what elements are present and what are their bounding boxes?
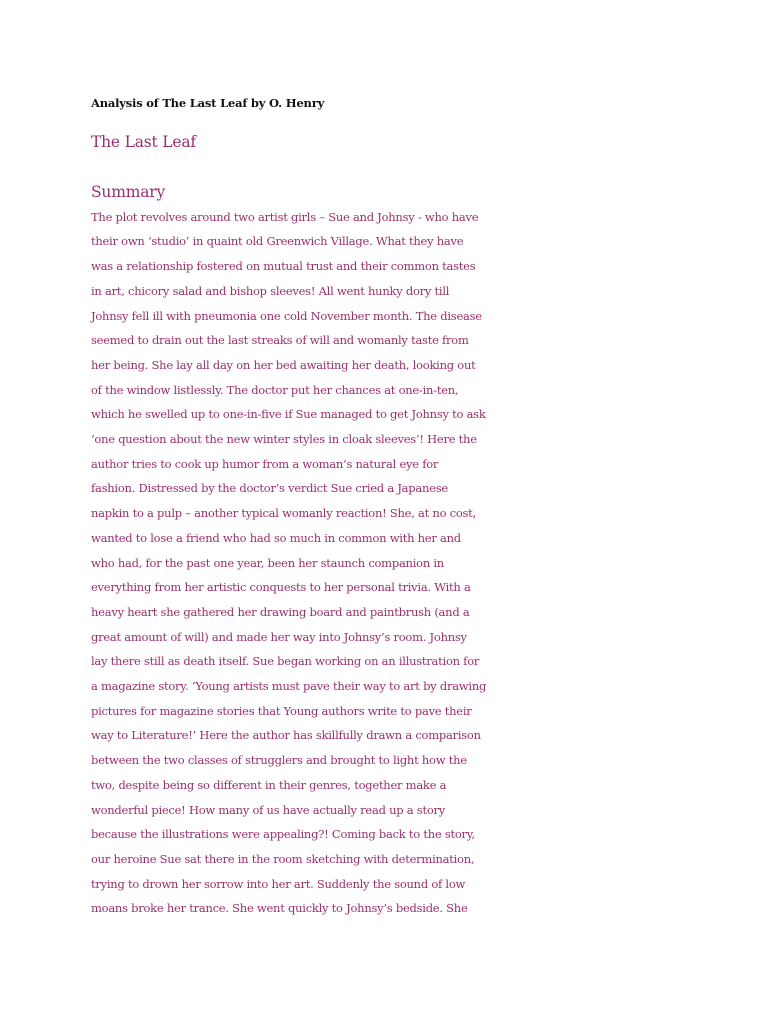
paragraph-line: their own ‘studio’ in quaint old Greenwich Village. What they have <box>91 234 464 249</box>
paragraph-line: of the window listlessly. The doctor put her chances at one-in-ten, <box>91 382 459 397</box>
paragraph-line: who had, for the past one year, been her staunch companion in <box>91 555 444 570</box>
paragraph-line: in art, chicory salad and bishop sleeves! All went hunky dory till <box>91 283 450 298</box>
paragraph-line: heavy heart she gathered her drawing board and paintbrush (and a <box>91 604 470 619</box>
paragraph-line: moans broke her trance. She went quickly to Johnsy’s bedside. She <box>91 901 468 916</box>
paragraph-line: trying to drown her sorrow into her art. Suddenly the sound of low <box>91 876 466 891</box>
paragraph-line: was a relationship fostered on mutual trust and their common tastes <box>91 259 476 274</box>
document-page <box>91 92 691 921</box>
paragraph-line: a magazine story. ‘Young artists must pave their way to art by drawing <box>91 679 487 694</box>
paragraph-line: our heroine Sue sat there in the room sketching with determination, <box>91 851 475 866</box>
paragraph-line: great amount of will) and made her way into Johnsy’s room. Johnsy <box>91 629 467 644</box>
paragraph-line: Johnsy fell ill with pneumonia one cold November month. The disease <box>91 308 482 323</box>
summary-paragraph <box>91 205 691 921</box>
paragraph-line: because the illustrations were appealing?! Coming back to the story, <box>91 827 475 842</box>
paragraph-line: which he swelled up to one-in-five if Sue managed to get Johnsy to ask <box>91 407 486 422</box>
section-heading-summary: Summary <box>91 183 166 201</box>
paragraph-line: wanted to lose a friend who had so much in common with her and <box>91 530 461 545</box>
paragraph-line: napkin to a pulp – another typical womanly reaction! She, at no cost, <box>91 506 476 521</box>
story-title: The Last Leaf <box>91 133 196 151</box>
document-title: Analysis of The Last Leaf by O. Henry <box>91 96 325 110</box>
paragraph-line: her being. She lay all day on her bed awaiting her death, looking out <box>91 357 476 372</box>
paragraph-line: seemed to drain out the last streaks of will and womanly taste from <box>91 333 469 348</box>
paragraph-line: The plot revolves around two artist girls – Sue and Johnsy - who have <box>91 209 479 224</box>
paragraph-line: fashion. Distressed by the doctor’s verdict Sue cried a Japanese <box>91 481 448 496</box>
paragraph-line: author tries to cook up humor from a woman’s natural eye for <box>91 456 439 471</box>
paragraph-line: way to Literature!’ Here the author has skillfully drawn a comparison <box>91 728 481 743</box>
paragraph-line: between the two classes of strugglers and brought to light how the <box>91 753 467 768</box>
paragraph-line: wonderful piece! How many of us have actually read up a story <box>91 802 445 817</box>
paragraph-line: ‘one question about the new winter styles in cloak sleeves’! Here the <box>91 432 477 447</box>
paragraph-line: everything from her artistic conquests to her personal trivia. With a <box>91 580 471 595</box>
paragraph-line: two, despite being so different in their genres, together make a <box>91 777 447 792</box>
paragraph-line: pictures for magazine stories that Young authors write to pave their <box>91 703 472 718</box>
paragraph-line: lay there still as death itself. Sue began working on an illustration for <box>91 654 480 669</box>
